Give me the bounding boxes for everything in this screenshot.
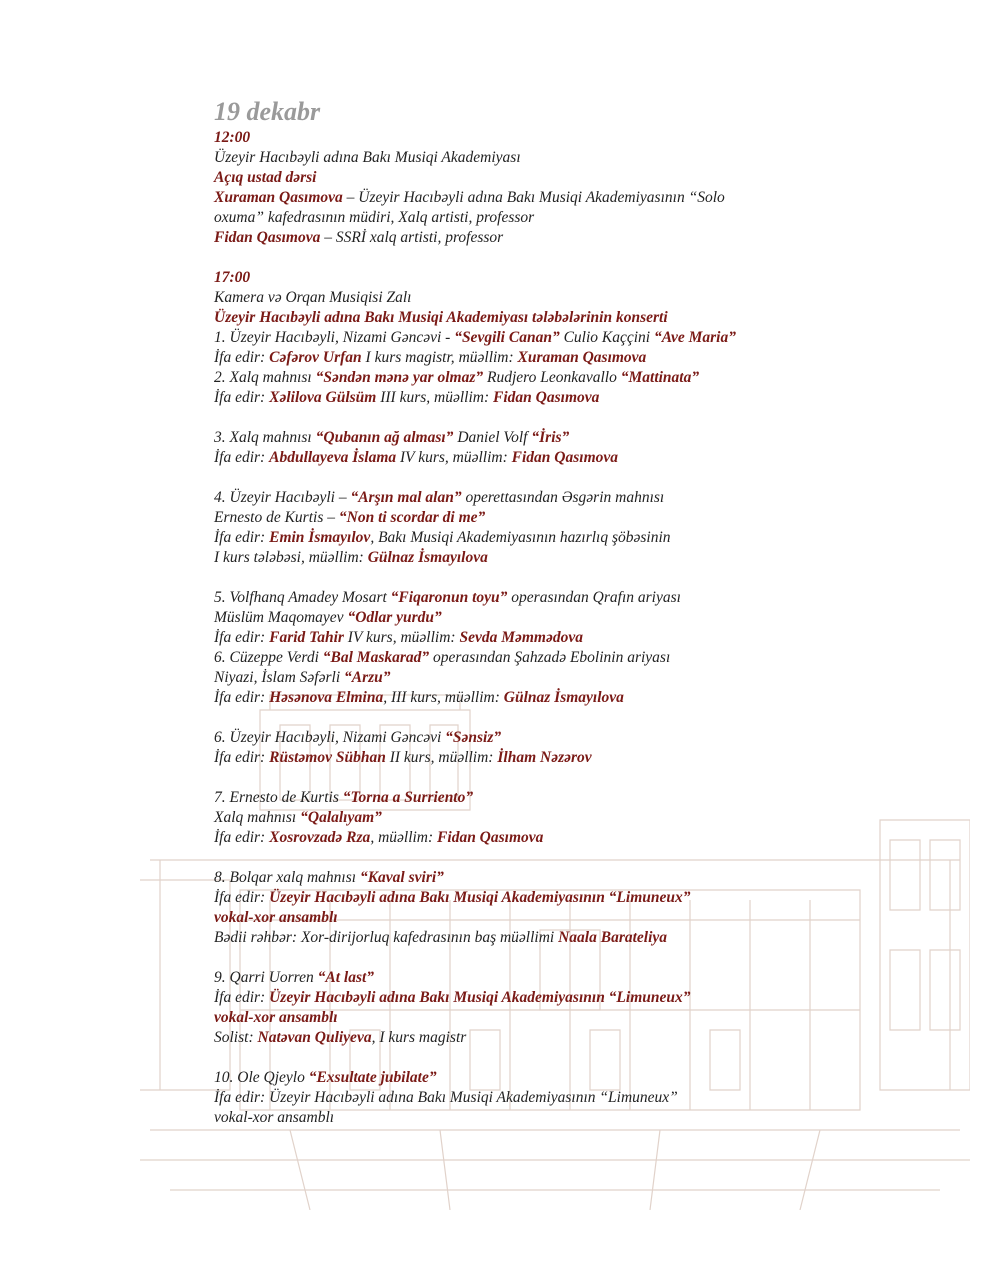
item-6b-works: 6. Üzeyir Hacıbəyli, Nizami Gəncəvi “Sənsiz” xyxy=(214,729,502,746)
item-4-performer-cont: I kurs tələbəsi, müəllim: Gülnaz İsmayılova xyxy=(214,549,488,566)
session1-person1-cont: oxuma” kafedrasının müdiri, Xalq artisti, professor xyxy=(214,209,535,226)
item-1-performer: İfa edir: Cəfərov Urfan I kurs magistr, müəllim: Xuraman Qasımova xyxy=(214,349,647,366)
item-4-works: 4. Üzeyir Hacıbəyli – “Arşın mal alan” operettasından Əsgərin mahnısı xyxy=(214,489,665,506)
item-7-works-2: Xalq mahnısı “Qalalıyam” xyxy=(214,809,382,826)
session2-venue: Kamera və Orqan Musiqisi Zalı xyxy=(214,289,412,306)
item-8-performer: İfa edir: Üzeyir Hacıbəyli adına Bakı Musiqi Akademiyasının “Limuneux” xyxy=(214,889,691,906)
item-9-works: 9. Qarri Uorren “At last” xyxy=(214,969,375,986)
item-10-works: 10. Ole Qjeylo “Exsultate jubilate” xyxy=(214,1069,437,1086)
item-10-performer: İfa edir: Üzeyir Hacıbəyli adına Bakı Musiqi Akademiyasının “Limuneux” xyxy=(214,1089,678,1106)
item-1-works: 1. Üzeyir Hacıbəyli, Nizami Gəncəvi - “Sevgili Canan” Culio Kaççini “Ave Maria” xyxy=(214,329,736,346)
person-desc: – Üzeyir Hacıbəyli adına Bakı Musiqi Akademiyasının “Solo xyxy=(342,189,725,206)
person-name: Xuraman Qasımova xyxy=(214,189,343,206)
session1-venue: Üzeyir Hacıbəyli adına Bakı Musiqi Akademiyası xyxy=(214,149,521,166)
person-name: Fidan Qasımova xyxy=(214,229,321,246)
program-date: 19 dekabr xyxy=(214,97,321,126)
item-9-soloist: Solist: Natəvan Quliyeva, I kurs magistr xyxy=(214,1029,467,1046)
item-6b-performer: İfa edir: Rüstəmov Sübhan II kurs, müəllim: İlham Nəzərov xyxy=(214,749,592,766)
concert-program xyxy=(214,97,854,1128)
item-7-performer: İfa edir: Xosrovzadə Rza, müəllim: Fidan Qasımova xyxy=(214,829,544,846)
item-4-performer: İfa edir: Emin İsmayılov, Bakı Musiqi Akademiyasının hazırlıq şöbəsinin xyxy=(214,529,671,546)
item-9-performer-cont: vokal-xor ansamblı xyxy=(214,1009,338,1026)
item-8-performer-cont: vokal-xor ansamblı xyxy=(214,909,338,926)
session1-person2 xyxy=(214,228,854,248)
session2-title: Üzeyir Hacıbəyli adına Bakı Musiqi Akademiyası tələbələrinin konserti xyxy=(214,309,668,326)
item-6a-works: 6. Cüzeppe Verdi “Bal Maskarad” operasından Şahzadə Ebolinin ariyası xyxy=(214,649,671,666)
item-8-works: 8. Bolqar xalq mahnısı “Kaval sviri” xyxy=(214,869,444,886)
person-desc: – SSRİ xalq artisti, professor xyxy=(320,229,504,246)
item-6a-works-2: Niyazi, İslam Səfərli “Arzu” xyxy=(214,669,391,686)
session1-time: 12:00 xyxy=(214,129,251,146)
item-5-performer: İfa edir: Farid Tahir IV kurs, müəllim: Sevda Məmmədova xyxy=(214,629,583,646)
session1-title: Açıq ustad dərsi xyxy=(214,169,317,186)
session1-person1 xyxy=(214,188,854,208)
item-10-performer-cont: vokal-xor ansamblı xyxy=(214,1109,335,1126)
item-7-works: 7. Ernesto de Kurtis “Torna a Surriento” xyxy=(214,789,474,806)
item-4-works-2: Ernesto de Kurtis – “Non ti scordar di me” xyxy=(214,509,486,526)
item-2-performer: İfa edir: Xəlilova Gülsüm III kurs, müəllim: Fidan Qasımova xyxy=(214,389,600,406)
item-2-works: 2. Xalq mahnısı “Səndən mənə yar olmaz” Rudjero Leonkavallo “Mattinata” xyxy=(214,369,700,386)
item-9-performer: İfa edir: Üzeyir Hacıbəyli adına Bakı Musiqi Akademiyasının “Limuneux” xyxy=(214,989,691,1006)
item-6a-performer: İfa edir: Həsənova Elmina, III kurs, müəllim: Gülnaz İsmayılova xyxy=(214,689,624,706)
item-5-works-2: Müslüm Maqomayev “Odlar yurdu” xyxy=(214,609,442,626)
item-8-director: Bədii rəhbər: Xor-dirijorluq kafedrasının baş müəllimi Naala Barateliya xyxy=(214,929,668,946)
item-3-performer: İfa edir: Abdullayeva İslama IV kurs, müəllim: Fidan Qasımova xyxy=(214,449,619,466)
session2-time: 17:00 xyxy=(214,269,251,286)
item-3-works: 3. Xalq mahnısı “Qubanın ağ alması” Daniel Volf “İris” xyxy=(214,429,570,446)
item-5-works: 5. Volfhanq Amadey Mosart “Fiqaronun toyu” operasından Qrafın ariyası xyxy=(214,589,681,606)
